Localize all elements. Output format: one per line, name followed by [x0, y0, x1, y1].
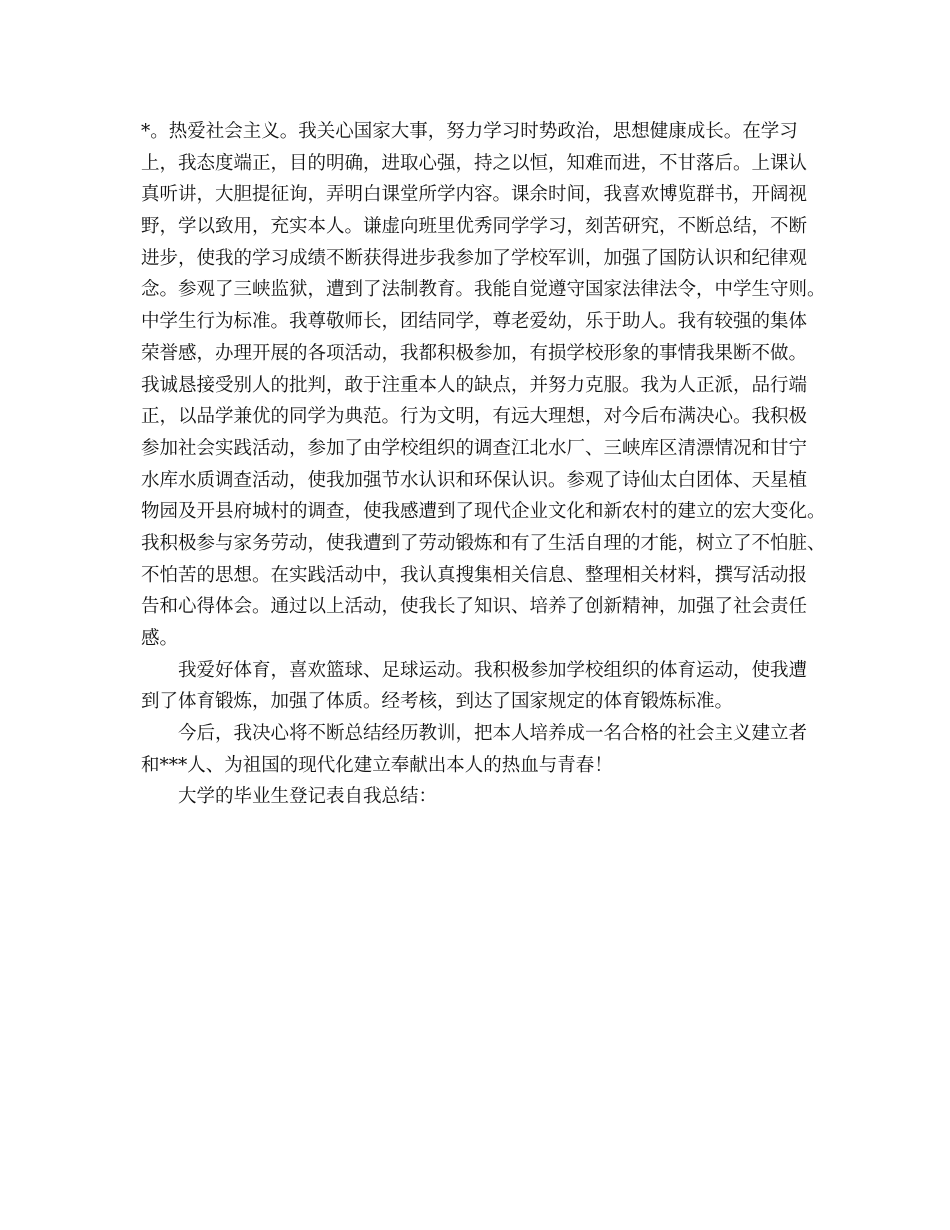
paragraph-2-line-1: 我爱好体育，喜欢篮球、足球运动。我积极参加学校组织的体育运动，使我遭 — [178, 659, 808, 681]
paragraph-3-line-2: 和***人、为祖国的现代化建立奉献出本人的热血与青春！ — [141, 754, 613, 776]
section-heading: 大学的毕业生登记表自我总结： — [178, 786, 438, 808]
document-body — [141, 116, 826, 813]
paragraph-1-line-6: 念。参观了三峡监狱，遭到了法制教育。我能自觉遵守国家法律法令，中学生守则。 — [141, 279, 826, 301]
paragraph-1-line-10: 正，以品学兼优的同学为典范。行为文明，有远大理想，对今后布满决心。我积极 — [141, 406, 808, 428]
paragraph-1-line-3: 真听讲，大胆提征询，弄明白课堂所学内容。课余时间，我喜欢博览群书，开阔视 — [141, 184, 808, 206]
paragraph-3-line-1: 今后，我决心将不断总结经历教训，把本人培养成一名合格的社会主义建立者 — [178, 723, 808, 745]
paragraph-1-line-2: 上，我态度端正，目的明确，进取心强，持之以恒，知难而进，不甘落后。上课认 — [141, 152, 808, 174]
paragraph-1-line-17: 感。 — [141, 628, 179, 649]
paragraph-1-line-4: 野，学以致用，充实本人。谦虚向班里优秀同学学习，刻苦研究，不断总结，不断 — [141, 216, 808, 238]
paragraph-1-line-8: 荣誉感，办理开展的各项活动，我都积极参加，有损学校形象的事情我果断不做。 — [141, 342, 808, 364]
paragraph-2-line-2: 到了体育锻炼，加强了体质。经考核，到达了国家规定的体育锻炼标准。 — [141, 691, 734, 713]
paragraph-1-line-7: 中学生行为标准。我尊敬师长，团结同学，尊老爱幼，乐于助人。我有较强的集体 — [141, 311, 808, 333]
paragraph-1-line-16: 告和心得体会。通过以上活动，使我长了知识、培养了创新精神，加强了社会责任 — [141, 596, 808, 618]
paragraph-1-line-1: *。热爱社会主义。我关心国家大事，努力学习时势政治，思想健康成长。在学习 — [141, 121, 798, 142]
paragraph-1-line-13: 物园及开县府城村的调查，使我感遭到了现代企业文化和新农村的建立的宏大变化。 — [141, 501, 826, 523]
paragraph-1-line-15: 不怕苦的思想。在实践活动中，我认真搜集相关信息、整理相关材料，撰写活动报 — [141, 564, 808, 586]
paragraph-1-line-12: 水库水质调查活动，使我加强节水认识和环保认识。参观了诗仙太白团体、天星植 — [141, 469, 808, 491]
paragraph-1-line-11: 参加社会实践活动，参加了由学校组织的调查江北水厂、三峡库区清漂情况和甘宁 — [141, 437, 808, 459]
paragraph-1-line-14: 我积极参与家务劳动，使我遭到了劳动锻炼和有了生活自理的才能，树立了不怕脏、 — [141, 532, 826, 554]
paragraph-1-line-5: 进步，使我的学习成绩不断获得进步我参加了学校军训，加强了国防认识和纪律观 — [141, 247, 808, 269]
paragraph-1-line-9: 我诚恳接受别人的批判，敢于注重本人的缺点，并努力克服。我为人正派，品行端 — [141, 374, 808, 396]
